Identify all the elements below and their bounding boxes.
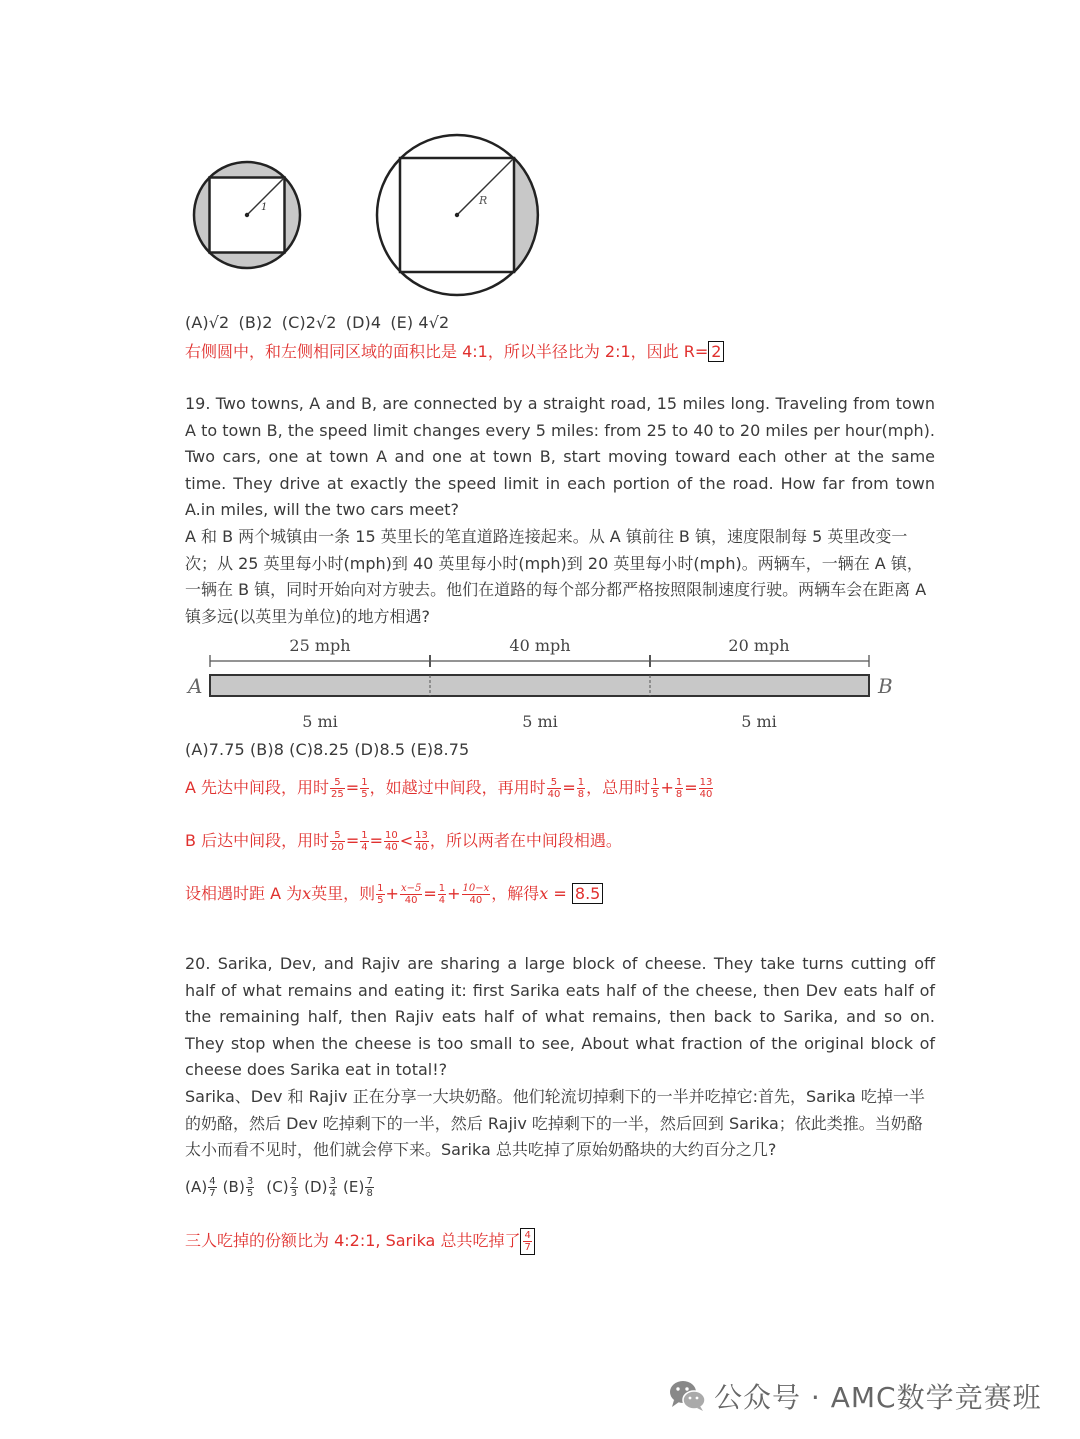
wechat-watermark [668,1376,1042,1416]
q18-choice-c: (C)2√2 [281,313,337,332]
q20-choice-a: (A) $\frac{4}{7}$ [185,1176,216,1199]
q19-choices: (A)7.75 (B)8 (C)8.25 (D)8.5 (E)8.75 [185,740,470,759]
q19-answer-box: 8.5 [572,883,603,904]
q20-choice-b: (B) $\frac{3}{5}$ [222,1176,254,1199]
q18-choice-d: (D)4 [345,313,382,332]
q20-english: 20. Sarika, Dev, and Rajiv are sharing a large block of cheese. They take turns cutting off half of what remains and eating it: first Sarika eats half of the cheese, then Dev eats half of the remaining half, then Rajiv eats half of what remains, then back to Sarika, and so on. They stop when the cheese is too small to see, About what fraction of the original block of cheese does Sarika eat in total!? [185,954,935,1080]
large-circle-label: R [479,194,488,207]
speed-label-1: 25 mph [289,636,351,655]
q18-answer-box: 2 [708,341,724,362]
q18-choice-e: (E) 4√2 [390,313,450,332]
town-a-label: A [188,674,203,698]
distance-label-2: 5 mi [522,712,558,731]
q18-choices [185,313,449,332]
wechat-icon [668,1378,708,1414]
distance-label-3: 5 mi [741,712,777,731]
q18-solution [185,339,724,362]
small-circle-label: 1 [261,202,268,213]
q20-answer-box: $\frac{4}{7}$ [520,1228,534,1255]
q19-solution-line-2: B 后达中间段，用时 $\frac{5}{20}$ = $\frac{1}{4}$ = $\frac{10}{40}$ < $\frac{13}{40}$ ，所以两者在中间段相遇。 [185,830,622,853]
distance-label-1: 5 mi [302,712,338,731]
q20-solution: 三人吃掉的份额比为 4:2:1, Sarika 总共吃掉了 $\frac{4}{7}$ [185,1228,535,1255]
q18-solution-text: 右侧圆中，和左侧相同区域的面积比是 4:1，所以半径比为 2:1，因此 R= [185,342,709,361]
large-circle-figure [377,135,538,295]
q19-english: 19. Two towns, A and B, are connected by a straight road, 15 miles long. Traveling from town A to town B, the speed limit changes every 5 miles: from 25 to 40 to 20 miles per hour(mph). Two cars, one at town A and one at town B, start moving toward each other at the same time. They drive at exactly the speed limit in each portion of the road. How far from town A.in miles, will the two cars meet? [185,394,935,520]
q20-choice-e: (E) $\frac{7}{8}$ [342,1176,373,1199]
q20-choice-c: (C) $\frac{2}{3}$ [266,1176,298,1199]
q19-solution-line-3: 设相遇时距 A 为x英里，则 $\frac{1}{5}$ + $\frac{x-5}{40}$ = $\frac{1}{4}$ + $\frac{10-x}{40}$ ，解得x = 8.5 [185,881,603,906]
q19-solution-line-1: A 先达中间段，用时 $\frac{5}{25}$ = $\frac{1}{5}$ ，如越过中间段，再用时 $\frac{5}{40}$ = $\frac{1}{8}$ ，总用时 $\frac{1}{5}$ + $\frac{1}{8}$ = $\frac{13}{40}$ [185,777,713,800]
q18-choice-b: (B)2 [238,313,273,332]
q20-choices [185,1176,375,1199]
road-diagram [185,632,900,740]
watermark-text: 公众号 · AMC数学竞赛班 [714,1381,1042,1414]
small-circle-figure [194,162,300,268]
town-b-label: B [878,674,893,698]
q19-chinese: A 和 B 两个城镇由一条 15 英里长的笔直道路连接起来。从 A 镇前往 B 镇，速度限制每 5 英里改变一次；从 25 英里每小时(mph)到 40 英里每小时(mph)到 20 英里每小时(mph)。两辆车，一辆在 A 镇，一辆在 B 镇，同时开始向对方驶去。他们在道路的每个部分都严格按照限制速度行驶。两辆车会在距离 A 镇多远(以英里为单位)的地方相遇? [185,527,927,626]
speed-label-2: 40 mph [509,636,571,655]
speed-label-3: 20 mph [728,636,790,655]
q18-choice-a: (A)√2 [185,313,230,332]
q20-chinese: Sarika、Dev 和 Rajiv 正在分享一大块奶酪。他们轮流切掉剩下的一半并吃掉它:首先，Sarika 吃掉一半的奶酪，然后 Dev 吃掉剩下的一半，然后 Rajiv 吃掉剩下的一半，然后回到 Sarika；依此类推。当奶酪太小而看不见时，他们就会停下来。Sarika 总共吃掉了原始奶酪块的大约百分之几? [185,1087,925,1160]
q20-choice-d: (D) $\frac{3}{4}$ [304,1176,337,1199]
circles-figure [185,130,555,300]
